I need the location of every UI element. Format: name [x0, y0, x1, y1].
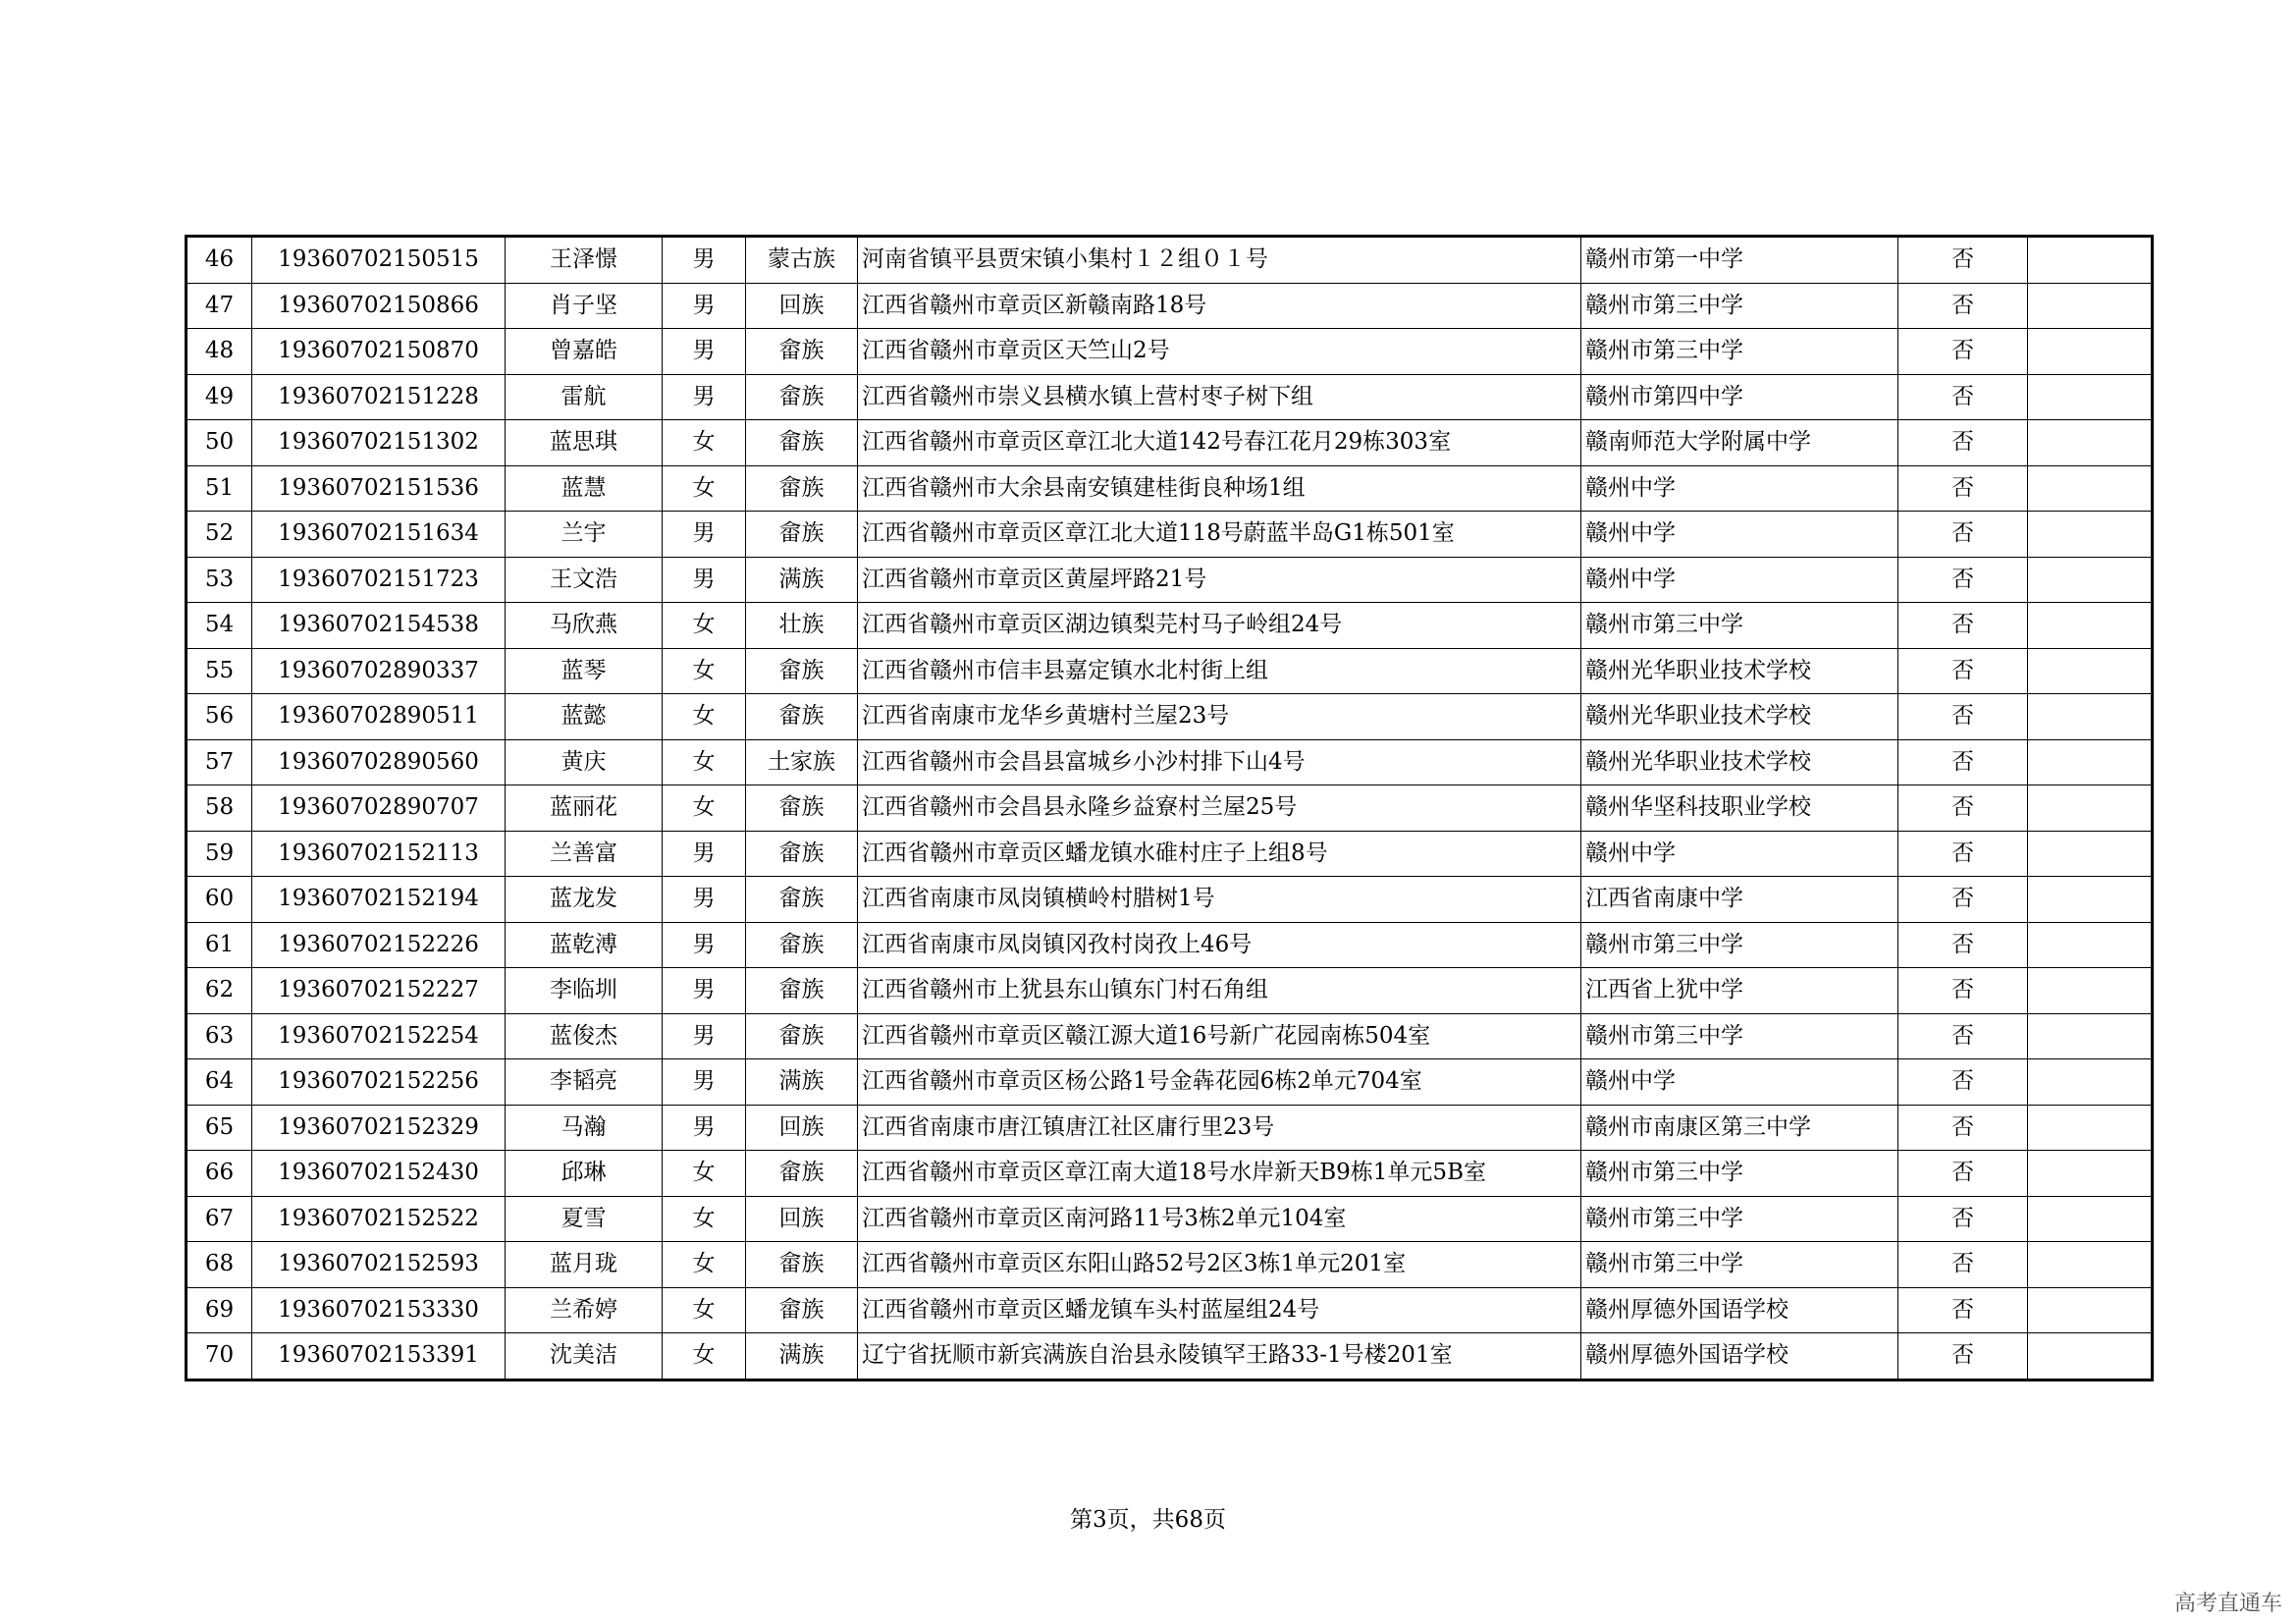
- ethnicity-cell: 满族: [746, 1059, 858, 1106]
- student-name-cell: 马瀚: [506, 1105, 663, 1151]
- ethnicity-cell: 畲族: [746, 465, 858, 512]
- school-cell: 赣州市第一中学: [1581, 237, 1898, 284]
- address-cell: 江西省南康市唐江镇唐江社区庸行里23号: [858, 1105, 1581, 1151]
- ethnicity-cell: 壮族: [746, 603, 858, 649]
- exam-number-cell: 19360702152593: [252, 1242, 506, 1288]
- row-number-cell: 56: [187, 694, 252, 740]
- flag-cell: 否: [1898, 1242, 2028, 1288]
- table-row: [187, 1059, 2153, 1106]
- address-cell: 江西省赣州市会昌县永隆乡益寮村兰屋25号: [858, 785, 1581, 832]
- ethnicity-cell: 满族: [746, 1333, 858, 1380]
- table-row: [187, 465, 2153, 512]
- note-cell: [2028, 922, 2153, 968]
- note-cell: [2028, 283, 2153, 329]
- school-cell: 赣州厚德外国语学校: [1581, 1287, 1898, 1333]
- gender-cell: 男: [663, 237, 746, 284]
- student-name-cell: 李临圳: [506, 968, 663, 1014]
- student-name-cell: 沈美洁: [506, 1333, 663, 1380]
- school-cell: 江西省南康中学: [1581, 877, 1898, 923]
- table-row: [187, 237, 2153, 284]
- table-row: [187, 648, 2153, 694]
- gender-cell: 女: [663, 603, 746, 649]
- ethnicity-cell: 蒙古族: [746, 237, 858, 284]
- table-row: [187, 420, 2153, 466]
- note-cell: [2028, 1287, 2153, 1333]
- student-name-cell: 蓝月珑: [506, 1242, 663, 1288]
- exam-number-cell: 19360702151228: [252, 374, 506, 420]
- row-number-cell: 53: [187, 557, 252, 603]
- row-number-cell: 61: [187, 922, 252, 968]
- flag-cell: 否: [1898, 694, 2028, 740]
- flag-cell: 否: [1898, 420, 2028, 466]
- gender-cell: 女: [663, 465, 746, 512]
- student-name-cell: 肖子坚: [506, 283, 663, 329]
- ethnicity-cell: 畲族: [746, 329, 858, 375]
- exam-number-cell: 19360702152522: [252, 1196, 506, 1242]
- table-row: [187, 831, 2153, 877]
- student-name-cell: 王泽憬: [506, 237, 663, 284]
- table-row: [187, 785, 2153, 832]
- flag-cell: 否: [1898, 1333, 2028, 1380]
- school-cell: 赣州厚德外国语学校: [1581, 1333, 1898, 1380]
- student-name-cell: 蓝丽花: [506, 785, 663, 832]
- row-number-cell: 64: [187, 1059, 252, 1106]
- ethnicity-cell: 回族: [746, 283, 858, 329]
- student-name-cell: 蓝慧: [506, 465, 663, 512]
- flag-cell: 否: [1898, 785, 2028, 832]
- flag-cell: 否: [1898, 739, 2028, 785]
- exam-number-cell: 19360702152227: [252, 968, 506, 1014]
- flag-cell: 否: [1898, 968, 2028, 1014]
- roster-body: [187, 237, 2153, 1380]
- table-row: [187, 922, 2153, 968]
- exam-number-cell: 19360702153330: [252, 1287, 506, 1333]
- ethnicity-cell: 畲族: [746, 648, 858, 694]
- gender-cell: 女: [663, 1287, 746, 1333]
- address-cell: 江西省赣州市章贡区蟠龙镇水碓村庄子上组8号: [858, 831, 1581, 877]
- row-number-cell: 48: [187, 329, 252, 375]
- school-cell: 赣州中学: [1581, 465, 1898, 512]
- student-name-cell: 蓝龙发: [506, 877, 663, 923]
- row-number-cell: 58: [187, 785, 252, 832]
- row-number-cell: 52: [187, 512, 252, 558]
- flag-cell: 否: [1898, 603, 2028, 649]
- student-name-cell: 夏雪: [506, 1196, 663, 1242]
- row-number-cell: 70: [187, 1333, 252, 1380]
- student-name-cell: 兰宇: [506, 512, 663, 558]
- flag-cell: 否: [1898, 831, 2028, 877]
- table-row: [187, 1333, 2153, 1380]
- school-cell: 赣州市第三中学: [1581, 1196, 1898, 1242]
- address-cell: 江西省赣州市章贡区黄屋坪路21号: [858, 557, 1581, 603]
- student-name-cell: 李韬亮: [506, 1059, 663, 1106]
- exam-number-cell: 19360702152226: [252, 922, 506, 968]
- address-cell: 江西省南康市龙华乡黄塘村兰屋23号: [858, 694, 1581, 740]
- gender-cell: 男: [663, 557, 746, 603]
- ethnicity-cell: 满族: [746, 557, 858, 603]
- exam-number-cell: 19360702153391: [252, 1333, 506, 1380]
- ethnicity-cell: 畲族: [746, 1242, 858, 1288]
- gender-cell: 女: [663, 420, 746, 466]
- ethnicity-cell: 畲族: [746, 1151, 858, 1197]
- exam-number-cell: 19360702150866: [252, 283, 506, 329]
- student-name-cell: 雷航: [506, 374, 663, 420]
- address-cell: 江西省赣州市章贡区蟠龙镇车头村蓝屋组24号: [858, 1287, 1581, 1333]
- school-cell: 赣州华坚科技职业学校: [1581, 785, 1898, 832]
- table-row: [187, 603, 2153, 649]
- gender-cell: 女: [663, 1196, 746, 1242]
- exam-number-cell: 19360702151723: [252, 557, 506, 603]
- watermark-text: 高考直通车: [2173, 1592, 2282, 1616]
- flag-cell: 否: [1898, 512, 2028, 558]
- row-number-cell: 50: [187, 420, 252, 466]
- table-row: [187, 557, 2153, 603]
- note-cell: [2028, 1105, 2153, 1151]
- address-cell: 江西省赣州市章贡区天竺山2号: [858, 329, 1581, 375]
- ethnicity-cell: 回族: [746, 1196, 858, 1242]
- flag-cell: 否: [1898, 465, 2028, 512]
- table-row: [187, 877, 2153, 923]
- exam-number-cell: 19360702152194: [252, 877, 506, 923]
- exam-number-cell: 19360702151634: [252, 512, 506, 558]
- note-cell: [2028, 465, 2153, 512]
- school-cell: 赣州市第三中学: [1581, 1242, 1898, 1288]
- address-cell: 江西省赣州市章贡区章江北大道142号春江花月29栋303室: [858, 420, 1581, 466]
- ethnicity-cell: 畲族: [746, 968, 858, 1014]
- gender-cell: 男: [663, 512, 746, 558]
- row-number-cell: 46: [187, 237, 252, 284]
- table-row: [187, 283, 2153, 329]
- table-row: [187, 1196, 2153, 1242]
- address-cell: 江西省赣州市会昌县富城乡小沙村排下山4号: [858, 739, 1581, 785]
- row-number-cell: 66: [187, 1151, 252, 1197]
- gender-cell: 男: [663, 922, 746, 968]
- ethnicity-cell: 畲族: [746, 512, 858, 558]
- exam-number-cell: 19360702151302: [252, 420, 506, 466]
- note-cell: [2028, 968, 2153, 1014]
- ethnicity-cell: 畲族: [746, 1287, 858, 1333]
- gender-cell: 男: [663, 1013, 746, 1059]
- school-cell: 江西省上犹中学: [1581, 968, 1898, 1014]
- school-cell: 赣州光华职业技术学校: [1581, 739, 1898, 785]
- student-name-cell: 邱琳: [506, 1151, 663, 1197]
- flag-cell: 否: [1898, 1196, 2028, 1242]
- row-number-cell: 55: [187, 648, 252, 694]
- flag-cell: 否: [1898, 1013, 2028, 1059]
- ethnicity-cell: 回族: [746, 1105, 858, 1151]
- ethnicity-cell: 畲族: [746, 1013, 858, 1059]
- row-number-cell: 59: [187, 831, 252, 877]
- exam-number-cell: 19360702152430: [252, 1151, 506, 1197]
- note-cell: [2028, 1242, 2153, 1288]
- address-cell: 江西省南康市凤岗镇横岭村腊树1号: [858, 877, 1581, 923]
- gender-cell: 女: [663, 739, 746, 785]
- exam-number-cell: 19360702890337: [252, 648, 506, 694]
- school-cell: 赣南师范大学附属中学: [1581, 420, 1898, 466]
- flag-cell: 否: [1898, 648, 2028, 694]
- student-name-cell: 曾嘉皓: [506, 329, 663, 375]
- address-cell: 江西省赣州市章贡区南河路11号3栋2单元104室: [858, 1196, 1581, 1242]
- flag-cell: 否: [1898, 374, 2028, 420]
- row-number-cell: 49: [187, 374, 252, 420]
- gender-cell: 男: [663, 283, 746, 329]
- note-cell: [2028, 648, 2153, 694]
- gender-cell: 女: [663, 1151, 746, 1197]
- row-number-cell: 60: [187, 877, 252, 923]
- note-cell: [2028, 420, 2153, 466]
- flag-cell: 否: [1898, 557, 2028, 603]
- note-cell: [2028, 1013, 2153, 1059]
- flag-cell: 否: [1898, 329, 2028, 375]
- row-number-cell: 67: [187, 1196, 252, 1242]
- row-number-cell: 65: [187, 1105, 252, 1151]
- row-number-cell: 63: [187, 1013, 252, 1059]
- ethnicity-cell: 畲族: [746, 831, 858, 877]
- ethnicity-cell: 畲族: [746, 877, 858, 923]
- exam-number-cell: 19360702152329: [252, 1105, 506, 1151]
- gender-cell: 女: [663, 1242, 746, 1288]
- gender-cell: 女: [663, 1333, 746, 1380]
- address-cell: 江西省赣州市章贡区湖边镇梨芫村马子岭组24号: [858, 603, 1581, 649]
- flag-cell: 否: [1898, 237, 2028, 284]
- flag-cell: 否: [1898, 922, 2028, 968]
- flag-cell: 否: [1898, 1105, 2028, 1151]
- note-cell: [2028, 785, 2153, 832]
- address-cell: 河南省镇平县贾宋镇小集村１２组０１号: [858, 237, 1581, 284]
- table-row: [187, 374, 2153, 420]
- table-row: [187, 1013, 2153, 1059]
- ethnicity-cell: 畲族: [746, 420, 858, 466]
- note-cell: [2028, 877, 2153, 923]
- school-cell: 赣州市第三中学: [1581, 1013, 1898, 1059]
- note-cell: [2028, 831, 2153, 877]
- exam-number-cell: 19360702150515: [252, 237, 506, 284]
- table-row: [187, 1105, 2153, 1151]
- gender-cell: 男: [663, 968, 746, 1014]
- student-name-cell: 蓝乾溥: [506, 922, 663, 968]
- student-name-cell: 蓝懿: [506, 694, 663, 740]
- gender-cell: 男: [663, 877, 746, 923]
- student-name-cell: 兰希婷: [506, 1287, 663, 1333]
- ethnicity-cell: 畲族: [746, 374, 858, 420]
- ethnicity-cell: 畲族: [746, 694, 858, 740]
- student-roster-table: [185, 235, 2154, 1381]
- gender-cell: 男: [663, 831, 746, 877]
- table-row: [187, 512, 2153, 558]
- flag-cell: 否: [1898, 1059, 2028, 1106]
- gender-cell: 女: [663, 648, 746, 694]
- school-cell: 赣州中学: [1581, 557, 1898, 603]
- student-name-cell: 王文浩: [506, 557, 663, 603]
- address-cell: 辽宁省抚顺市新宾满族自治县永陵镇罕王路33-1号楼201室: [858, 1333, 1581, 1380]
- table-row: [187, 1287, 2153, 1333]
- address-cell: 江西省赣州市章贡区章江北大道118号蔚蓝半岛G1栋501室: [858, 512, 1581, 558]
- gender-cell: 男: [663, 329, 746, 375]
- note-cell: [2028, 374, 2153, 420]
- exam-number-cell: 19360702152254: [252, 1013, 506, 1059]
- table-row: [187, 739, 2153, 785]
- address-cell: 江西省赣州市上犹县东山镇东门村石角组: [858, 968, 1581, 1014]
- note-cell: [2028, 512, 2153, 558]
- address-cell: 江西省赣州市章贡区赣江源大道16号新广花园南栋504室: [858, 1013, 1581, 1059]
- row-number-cell: 51: [187, 465, 252, 512]
- address-cell: 江西省南康市凤岗镇冈孜村岗孜上46号: [858, 922, 1581, 968]
- address-cell: 江西省赣州市章贡区章江南大道18号水岸新天B9栋1单元5B室: [858, 1151, 1581, 1197]
- exam-number-cell: 19360702890511: [252, 694, 506, 740]
- student-name-cell: 蓝俊杰: [506, 1013, 663, 1059]
- note-cell: [2028, 694, 2153, 740]
- row-number-cell: 62: [187, 968, 252, 1014]
- school-cell: 赣州市南康区第三中学: [1581, 1105, 1898, 1151]
- school-cell: 赣州市第三中学: [1581, 1151, 1898, 1197]
- school-cell: 赣州市第三中学: [1581, 283, 1898, 329]
- ethnicity-cell: 土家族: [746, 739, 858, 785]
- gender-cell: 女: [663, 785, 746, 832]
- address-cell: 江西省赣州市章贡区杨公路1号金犇花园6栋2单元704室: [858, 1059, 1581, 1106]
- school-cell: 赣州光华职业技术学校: [1581, 694, 1898, 740]
- student-name-cell: 黄庆: [506, 739, 663, 785]
- school-cell: 赣州中学: [1581, 831, 1898, 877]
- note-cell: [2028, 329, 2153, 375]
- student-name-cell: 蓝琴: [506, 648, 663, 694]
- note-cell: [2028, 557, 2153, 603]
- exam-number-cell: 19360702890560: [252, 739, 506, 785]
- address-cell: 江西省赣州市崇义县横水镇上营村枣子树下组: [858, 374, 1581, 420]
- gender-cell: 男: [663, 374, 746, 420]
- school-cell: 赣州市第四中学: [1581, 374, 1898, 420]
- address-cell: 江西省赣州市章贡区新赣南路18号: [858, 283, 1581, 329]
- table-row: [187, 329, 2153, 375]
- school-cell: 赣州市第三中学: [1581, 603, 1898, 649]
- table-row: [187, 1242, 2153, 1288]
- row-number-cell: 69: [187, 1287, 252, 1333]
- exam-number-cell: 19360702152256: [252, 1059, 506, 1106]
- school-cell: 赣州中学: [1581, 1059, 1898, 1106]
- school-cell: 赣州市第三中学: [1581, 329, 1898, 375]
- exam-number-cell: 19360702152113: [252, 831, 506, 877]
- note-cell: [2028, 1196, 2153, 1242]
- address-cell: 江西省赣州市大余县南安镇建桂街良种场1组: [858, 465, 1581, 512]
- note-cell: [2028, 1151, 2153, 1197]
- table-row: [187, 694, 2153, 740]
- ethnicity-cell: 畲族: [746, 785, 858, 832]
- gender-cell: 男: [663, 1059, 746, 1106]
- exam-number-cell: 19360702150870: [252, 329, 506, 375]
- note-cell: [2028, 1059, 2153, 1106]
- gender-cell: 男: [663, 1105, 746, 1151]
- school-cell: 赣州中学: [1581, 512, 1898, 558]
- row-number-cell: 68: [187, 1242, 252, 1288]
- school-cell: 赣州光华职业技术学校: [1581, 648, 1898, 694]
- table-row: [187, 968, 2153, 1014]
- row-number-cell: 57: [187, 739, 252, 785]
- row-number-cell: 47: [187, 283, 252, 329]
- address-cell: 江西省赣州市章贡区东阳山路52号2区3栋1单元201室: [858, 1242, 1581, 1288]
- row-number-cell: 54: [187, 603, 252, 649]
- note-cell: [2028, 603, 2153, 649]
- ethnicity-cell: 畲族: [746, 922, 858, 968]
- page-number: 第3页，共68页: [1070, 1507, 1226, 1533]
- note-cell: [2028, 237, 2153, 284]
- exam-number-cell: 19360702154538: [252, 603, 506, 649]
- flag-cell: 否: [1898, 1151, 2028, 1197]
- student-name-cell: 蓝思琪: [506, 420, 663, 466]
- school-cell: 赣州市第三中学: [1581, 922, 1898, 968]
- exam-number-cell: 19360702890707: [252, 785, 506, 832]
- gender-cell: 女: [663, 694, 746, 740]
- student-name-cell: 马欣燕: [506, 603, 663, 649]
- table-row: [187, 1151, 2153, 1197]
- address-cell: 江西省赣州市信丰县嘉定镇水北村街上组: [858, 648, 1581, 694]
- note-cell: [2028, 1333, 2153, 1380]
- exam-number-cell: 19360702151536: [252, 465, 506, 512]
- flag-cell: 否: [1898, 877, 2028, 923]
- flag-cell: 否: [1898, 1287, 2028, 1333]
- note-cell: [2028, 739, 2153, 785]
- student-name-cell: 兰善富: [506, 831, 663, 877]
- flag-cell: 否: [1898, 283, 2028, 329]
